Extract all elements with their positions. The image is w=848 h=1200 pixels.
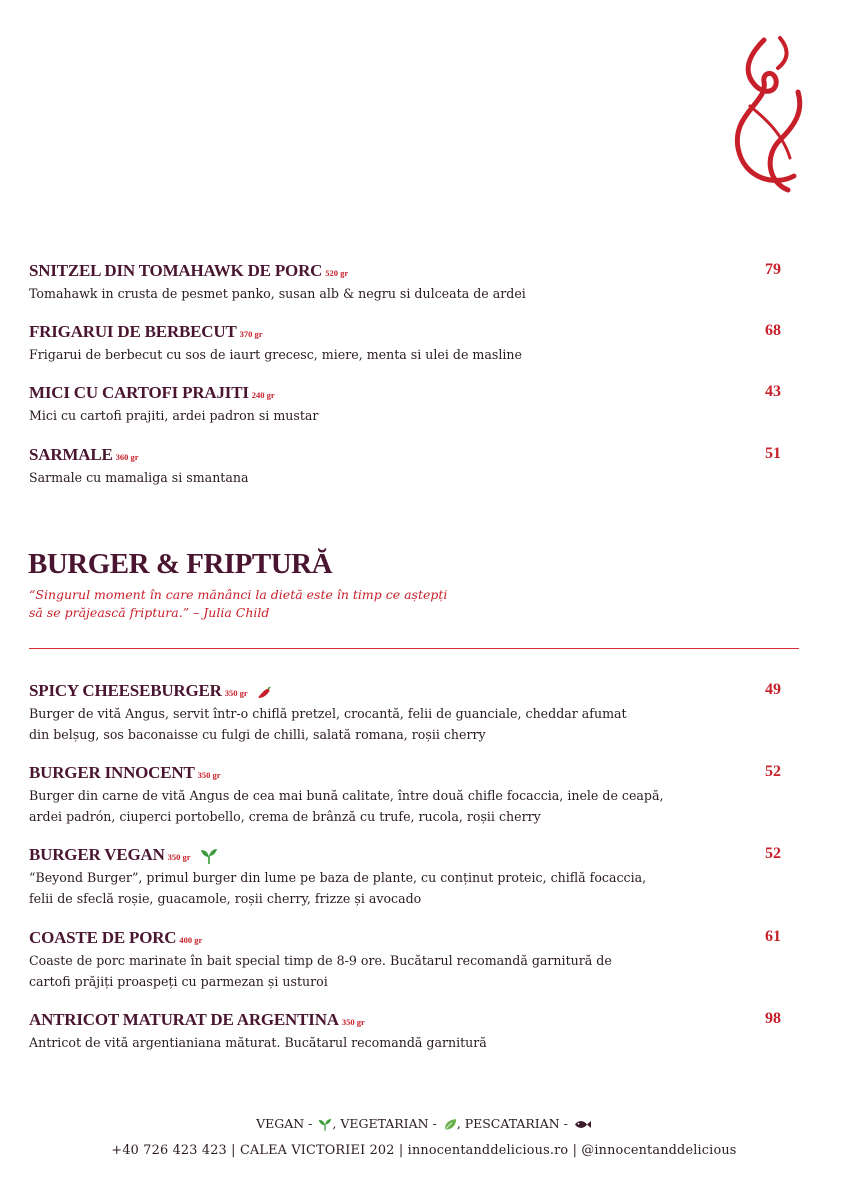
item-description — [29, 405, 789, 426]
item-weight: 240 gr — [251, 390, 275, 400]
item-description — [29, 283, 789, 304]
item-price: 61 — [765, 928, 781, 945]
item-name: SPICY CHEESEBURGER — [29, 681, 222, 700]
item-description — [29, 785, 789, 827]
item-description-line: “Beyond Burger”, primul burger din lume pe baza de plante, cu conținut proteic, chiflă focaccia, — [29, 870, 647, 885]
vegan-sprout-icon — [318, 1118, 332, 1131]
item-description — [29, 867, 789, 909]
dietary-legend — [0, 1116, 848, 1131]
chili-icon — [257, 685, 273, 699]
item-description-line: Burger de vită Angus, servit într-o chiflă pretzel, crocantă, felii de guanciale, cheddar afumat — [29, 706, 627, 721]
item-weight: 520 gr — [325, 268, 349, 278]
item-description-line: Tomahawk in crusta de pesmet panko, susan alb & negru si dulceata de ardei — [29, 286, 526, 301]
item-name: FRIGARUI DE BERBECUT — [29, 322, 237, 341]
menu-item-antricot — [29, 1010, 789, 1053]
item-description — [29, 467, 789, 488]
item-description-line: felii de sfeclă roșie, guacamole, roșii cherry, frizze și avocado — [29, 891, 422, 906]
fish-icon — [574, 1119, 592, 1130]
item-weight: 350 gr — [341, 1017, 365, 1027]
menu-item-mici — [29, 383, 789, 426]
item-price: 43 — [765, 383, 781, 400]
item-description — [29, 950, 789, 992]
item-name: BURGER VEGAN — [29, 845, 165, 864]
item-weight: 400 gr — [179, 935, 203, 945]
menu-item-burger-vegan — [29, 845, 789, 909]
menu-item-frigarui — [29, 322, 789, 365]
section-divider — [29, 648, 799, 649]
item-price: 52 — [765, 763, 781, 780]
item-description-line: din belșug, sos baconaisse cu fulgi de chilli, salată romana, roșii cherry — [29, 727, 486, 742]
item-name: MICI CU CARTOFI PRAJITI — [29, 383, 249, 402]
item-name: ANTRICOT MATURAT DE ARGENTINA — [29, 1010, 339, 1029]
item-description — [29, 1032, 789, 1053]
item-weight: 350 gr — [167, 852, 191, 862]
vegetarian-leaf-icon — [443, 1118, 457, 1131]
section-title: BURGER & FRIPTURĂ — [28, 548, 333, 580]
quote-line: “Singurul moment în care mănânci la dietă este în timp ce aștepți — [29, 587, 448, 602]
legend-pescatarian-label: , PESCATARIAN - — [456, 1116, 568, 1131]
item-description-line: Burger din carne de vită Angus de cea mai bună calitate, între două chifle focaccia, inele de ceapă, — [29, 788, 664, 803]
item-name: BURGER INNOCENT — [29, 763, 195, 782]
item-description — [29, 703, 789, 745]
item-name: COASTE DE PORC — [29, 928, 177, 947]
contact-footer: +40 726 423 423 | CALEA VICTORIEI 202 | innocentanddelicious.ro | @innocentanddelicious — [111, 1143, 737, 1158]
menu-item-coaste-de-porc — [29, 928, 789, 992]
restaurant-logo-icon — [728, 36, 808, 196]
menu-item-burger-innocent — [29, 763, 789, 827]
item-description-line: Sarmale cu mamaliga si smantana — [29, 470, 249, 485]
item-description-line: Frigarui de berbecut cu sos de iaurt grecesc, miere, menta si ulei de masline — [29, 347, 522, 362]
legend-vegetarian-label: , VEGETARIAN - — [332, 1116, 437, 1131]
item-description-line: ardei padrón, ciuperci portobello, crema de brânză cu trufe, rucola, roșii cherry — [29, 809, 541, 824]
item-price: 52 — [765, 845, 781, 862]
item-weight: 370 gr — [239, 329, 263, 339]
item-name: SARMALE — [29, 445, 113, 464]
section-quote — [29, 586, 499, 622]
item-price: 49 — [765, 681, 781, 698]
item-price: 68 — [765, 322, 781, 339]
menu-item-sarmale — [29, 445, 789, 488]
vegan-sprout-icon — [200, 848, 218, 864]
item-price: 98 — [765, 1010, 781, 1027]
item-name: SNITZEL DIN TOMAHAWK DE PORC — [29, 261, 323, 280]
item-price: 51 — [765, 445, 781, 462]
item-description — [29, 344, 789, 365]
item-description-line: Mici cu cartofi prajiti, ardei padron si mustar — [29, 408, 319, 423]
legend-vegan-label: VEGAN - — [256, 1116, 313, 1131]
item-description-line: cartofi prăjiți proaspeți cu parmezan și usturoi — [29, 974, 328, 989]
item-price: 79 — [765, 261, 781, 278]
menu-item-spicy-cheeseburger — [29, 681, 789, 745]
item-weight: 350 gr — [224, 688, 248, 698]
item-description-line: Antricot de vită argentianiana măturat. Bucătarul recomandă garnitură — [29, 1035, 487, 1050]
item-weight: 360 gr — [115, 452, 139, 462]
menu-item-snitzel — [29, 261, 789, 304]
item-weight: 350 gr — [197, 770, 221, 780]
item-description-line: Coaste de porc marinate în bait special timp de 8-9 ore. Bucătarul recomandă garnitură de — [29, 953, 612, 968]
quote-line: să se prăjească friptura.” – Julia Child — [29, 605, 270, 620]
